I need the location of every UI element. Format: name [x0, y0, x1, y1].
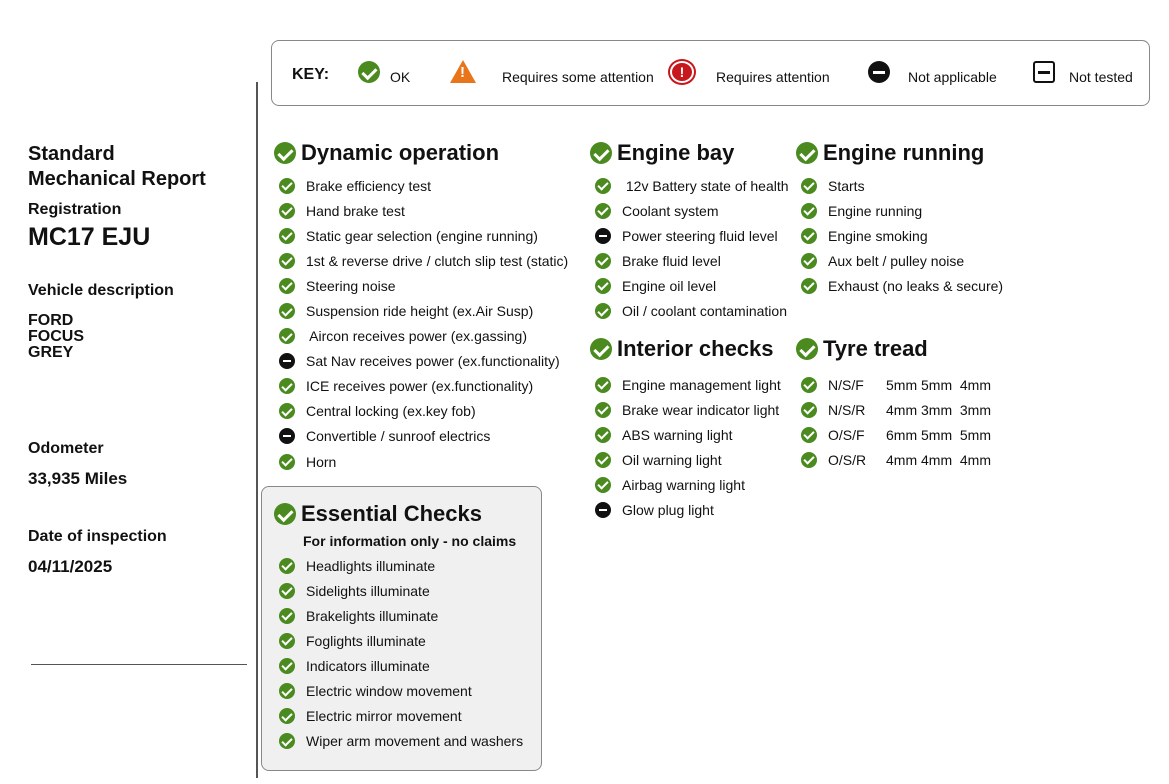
check-item-label: Electric window movement	[306, 683, 472, 700]
section-ok-check-icon	[274, 503, 296, 525]
ok-check-icon	[279, 403, 295, 419]
section-title: Dynamic operation	[301, 140, 500, 165]
section-ok-check-icon	[590, 338, 612, 360]
check-item	[274, 603, 539, 628]
check-item	[590, 497, 795, 522]
ok-check-icon	[801, 402, 817, 418]
check-item	[796, 198, 1036, 223]
warning-triangle-icon	[450, 60, 476, 83]
key-not-applicable	[868, 61, 997, 83]
section-title: Engine running	[823, 140, 985, 165]
check-item-label: ICE receives power (ex.functionality)	[306, 378, 534, 395]
check-item-label: Engine smoking	[828, 227, 928, 244]
ok-check-icon	[279, 708, 295, 724]
check-item	[590, 447, 795, 472]
tyre-position: O/S/F	[828, 426, 865, 443]
ok-check-icon	[801, 203, 817, 219]
check-item-label: Headlights illuminate	[306, 557, 436, 574]
check-item	[274, 399, 574, 424]
check-item-label: Glow plug light	[622, 502, 714, 519]
check-item	[274, 298, 574, 323]
check-item	[590, 422, 795, 447]
key-ok	[358, 61, 410, 83]
check-item-label: Electric mirror movement	[306, 708, 462, 725]
alert-exclamation-icon: !	[670, 61, 694, 83]
check-item	[590, 372, 795, 397]
check-item-label: Oil / coolant contamination	[622, 303, 787, 320]
check-item-label: Starts	[828, 177, 865, 194]
check-item	[274, 324, 574, 349]
ok-check-icon	[279, 303, 295, 319]
check-item-label: Brake wear indicator light	[622, 401, 780, 418]
ok-check-icon	[279, 658, 295, 674]
key-attention	[670, 61, 830, 83]
check-item	[274, 628, 539, 653]
check-item-label: Oil warning light	[622, 451, 722, 468]
ok-check-icon	[595, 402, 611, 418]
check-item-label: Power steering fluid level	[622, 227, 778, 244]
check-item	[274, 349, 574, 374]
tyre-depths: 6mm 5mm 5mm	[886, 426, 991, 443]
report-title: Standard Mechanical Report	[28, 143, 206, 190]
tyre-row	[796, 397, 1016, 422]
checklist	[590, 173, 795, 324]
essential-checks-subtitle: For information only - no claims	[303, 533, 517, 549]
section-title: Essential Checks	[301, 501, 482, 526]
key-not-applicable-label: Not applicable	[908, 69, 997, 85]
check-item	[796, 223, 1036, 248]
not-applicable-icon	[868, 61, 890, 83]
tyre-position: O/S/R	[828, 451, 867, 468]
ok-check-icon	[279, 454, 295, 470]
key-not-tested-label: Not tested	[1069, 69, 1133, 85]
check-item-label: Indicators illuminate	[306, 657, 430, 674]
check-item-label: Coolant system	[622, 202, 719, 219]
section-ok-check-icon	[796, 142, 818, 164]
ok-check-icon	[279, 558, 295, 574]
check-item-label: ABS warning light	[622, 426, 733, 443]
check-item-label: Brakelights illuminate	[306, 607, 439, 624]
check-item	[590, 223, 795, 248]
check-item-label: Brake fluid level	[622, 252, 721, 269]
ok-check-icon	[801, 427, 817, 443]
check-item-label: Exhaust (no leaks & secure)	[828, 277, 1004, 294]
section-dynamic-operation	[274, 140, 574, 474]
check-item-label: Engine oil level	[622, 277, 717, 294]
ok-check-icon	[801, 178, 817, 194]
check-item-label: Brake efficiency test	[306, 177, 432, 194]
section-ok-check-icon	[274, 142, 296, 164]
ok-check-icon	[595, 477, 611, 493]
check-item-label: Convertible / sunroof electrics	[306, 428, 491, 445]
tyre-depths: 5mm 5mm 4mm	[886, 376, 991, 393]
check-item	[274, 424, 574, 449]
check-item-label: Steering noise	[306, 277, 396, 294]
tyre-row	[796, 447, 1016, 472]
check-item-label: Airbag warning light	[622, 476, 745, 493]
ok-check-icon	[279, 633, 295, 649]
vehicle-model: FOCUS	[28, 328, 84, 345]
odometer-value: 33,935 Miles	[28, 469, 128, 488]
check-item	[796, 173, 1036, 198]
check-item-label: Aircon receives power (ex.gassing)	[306, 328, 527, 345]
check-item-label: Horn	[306, 453, 337, 470]
tyre-depths: 4mm 3mm 3mm	[886, 401, 991, 418]
ok-check-icon	[279, 278, 295, 294]
ok-check-icon	[279, 683, 295, 699]
checklist	[274, 173, 574, 474]
key-title: KEY:	[292, 66, 330, 83]
ok-check-icon	[595, 178, 611, 194]
check-item-label: 12v Battery state of health	[622, 177, 789, 194]
ok-check-icon	[801, 253, 817, 269]
ok-check-icon	[279, 733, 295, 749]
check-item	[274, 678, 539, 703]
check-item	[274, 704, 539, 729]
check-item-label: Aux belt / pulley noise	[828, 252, 965, 269]
check-item-label: Foglights illuminate	[306, 632, 426, 649]
tyre-position: N/S/R	[828, 401, 866, 418]
ok-check-icon	[595, 452, 611, 468]
checklist	[274, 553, 539, 754]
section-engine-running	[796, 140, 1036, 298]
ok-check-icon	[358, 61, 380, 83]
section-header	[796, 140, 1036, 166]
section-header	[590, 336, 795, 362]
ok-check-icon	[801, 228, 817, 244]
tyre-list	[796, 372, 1016, 472]
check-item	[274, 449, 574, 474]
check-item	[274, 223, 574, 248]
check-item	[590, 472, 795, 497]
key-attention-label: Requires attention	[716, 69, 830, 85]
check-item-label: Engine management light	[622, 376, 781, 393]
section-header	[590, 140, 795, 166]
section-ok-check-icon	[590, 142, 612, 164]
check-item	[590, 248, 795, 273]
key-not-tested	[1033, 61, 1133, 83]
ok-check-icon	[279, 328, 295, 344]
check-item	[590, 173, 795, 198]
check-item	[274, 653, 539, 678]
ok-check-icon	[279, 253, 295, 269]
ok-check-icon	[801, 377, 817, 393]
key-some-attention	[450, 60, 654, 83]
check-item-label: Sidelights illuminate	[306, 582, 430, 599]
check-item-label: Suspension ride height (ex.Air Susp)	[306, 303, 534, 320]
key-some-attention-label: Requires some attention	[502, 68, 654, 85]
ok-check-icon	[279, 178, 295, 194]
ok-check-icon	[595, 303, 611, 319]
not-applicable-icon	[279, 428, 295, 444]
check-item-label: Static gear selection (engine running)	[306, 227, 538, 244]
section-title: Interior checks	[617, 336, 774, 361]
check-item	[274, 248, 574, 273]
check-item	[590, 397, 795, 422]
check-item	[274, 729, 539, 754]
section-header	[274, 501, 539, 527]
ok-check-icon	[279, 203, 295, 219]
ok-check-icon	[595, 377, 611, 393]
inspection-date-label: Date of inspection	[28, 528, 167, 545]
section-ok-check-icon	[796, 338, 818, 360]
ok-check-icon	[279, 608, 295, 624]
vehicle-colour: GREY	[28, 344, 74, 361]
check-item	[590, 198, 795, 223]
check-item	[274, 553, 539, 578]
check-item	[274, 198, 574, 223]
ok-check-icon	[595, 253, 611, 269]
ok-check-icon	[595, 203, 611, 219]
not-tested-icon	[1033, 61, 1055, 83]
panel-divider	[256, 82, 258, 778]
registration-value: MC17 EJU	[28, 223, 151, 251]
tyre-row	[796, 372, 1016, 397]
key-ok-label: OK	[390, 69, 411, 85]
check-item	[590, 298, 795, 323]
check-item	[274, 273, 574, 298]
section-engine-bay	[590, 140, 795, 324]
ok-check-icon	[595, 278, 611, 294]
inspection-date-value: 04/11/2025	[28, 557, 113, 576]
registration-label: Registration	[28, 201, 122, 218]
section-tyre-tread	[796, 336, 1016, 472]
check-item	[796, 248, 1036, 273]
tyre-depths: 4mm 4mm 4mm	[886, 451, 991, 468]
section-title: Engine bay	[617, 140, 735, 165]
tyre-row	[796, 422, 1016, 447]
checklist	[590, 372, 795, 523]
check-item-label: Wiper arm movement and washers	[306, 733, 524, 750]
status-key-legend	[271, 40, 1150, 106]
check-item-label: Engine running	[828, 202, 923, 219]
ok-check-icon	[279, 378, 295, 394]
ok-check-icon	[801, 452, 817, 468]
signature-line	[31, 664, 247, 665]
check-item	[796, 273, 1036, 298]
check-item-label: 1st & reverse drive / clutch slip test (static)	[306, 252, 569, 269]
section-essential-checks	[274, 501, 539, 754]
odometer-label: Odometer	[28, 440, 104, 457]
check-item-label: Central locking (ex.key fob)	[306, 403, 476, 420]
check-item	[274, 374, 574, 399]
check-item-label: Sat Nav receives power (ex.functionality)	[306, 353, 560, 370]
vehicle-info-panel	[0, 0, 257, 784]
not-applicable-icon	[279, 353, 295, 369]
check-item-label: Hand brake test	[306, 202, 405, 219]
section-header	[796, 336, 1016, 362]
check-item	[590, 273, 795, 298]
not-applicable-icon	[595, 228, 611, 244]
not-applicable-icon	[595, 502, 611, 518]
section-title: Tyre tread	[823, 336, 928, 361]
check-item	[274, 173, 574, 198]
ok-check-icon	[595, 427, 611, 443]
checklist	[796, 173, 1036, 298]
section-header	[274, 140, 574, 166]
ok-check-icon	[801, 278, 817, 294]
vehicle-make: FORD	[28, 312, 74, 329]
ok-check-icon	[279, 583, 295, 599]
section-interior-checks	[590, 336, 795, 523]
check-item	[274, 578, 539, 603]
vehicle-description-label: Vehicle description	[28, 282, 174, 299]
ok-check-icon	[279, 228, 295, 244]
tyre-position: N/S/F	[828, 376, 864, 393]
